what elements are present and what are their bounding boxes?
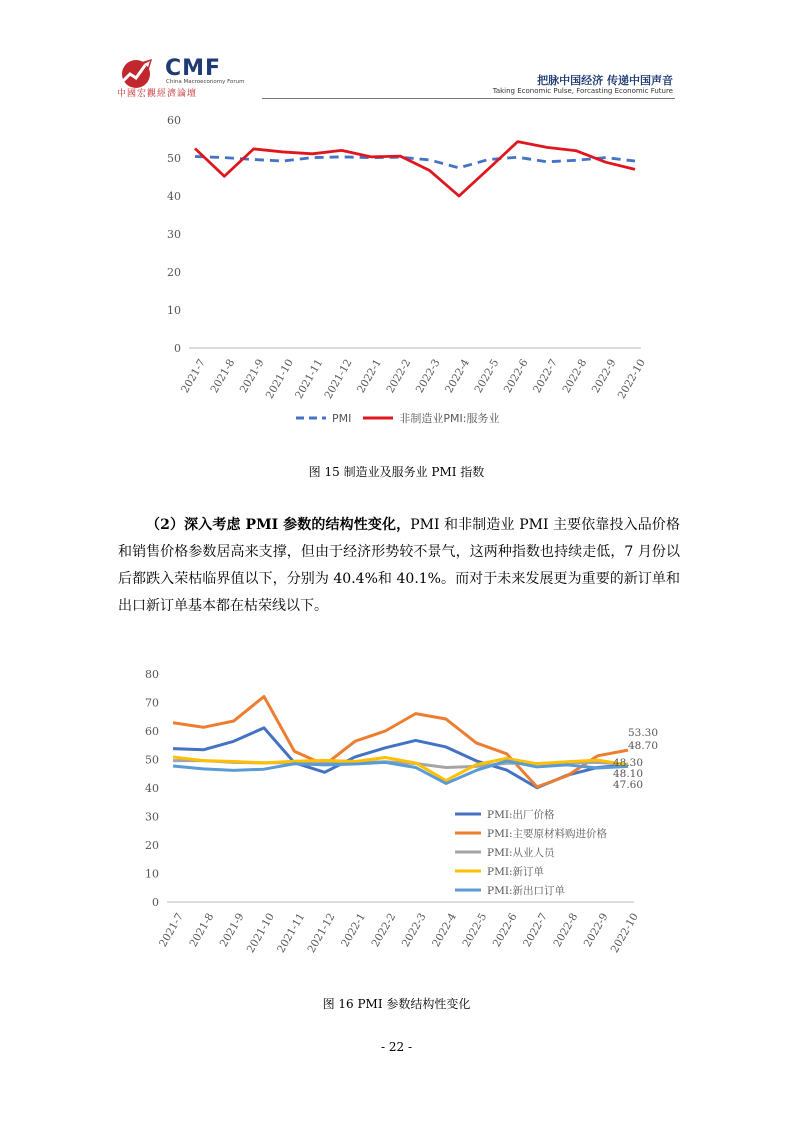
paragraph-text: PMI 和非制造业 PMI 主要依靠投入品价格和销售价格参数居高来支撑，但由于经济形势较不景气，这两种指数也持续走低，7 月份以后都跌入荣枯临界值以下，分别为 40.4%和 40.1%。而对于未来发展更为重要的新订单和出口新订单基本都在枯荣线以下。 [118, 517, 680, 614]
logo-text: CMF [165, 56, 222, 81]
body-paragraph [118, 512, 680, 620]
header-slogan-english: Taking Economic Pulse, Forcasting Economic Future [492, 87, 673, 95]
logo-chinese-name: 中國宏觀經濟論壇 [117, 89, 198, 99]
x-tick-label: 2021-7 [157, 911, 186, 950]
logo-subtitle: China Macroeconomy Forum [166, 79, 245, 85]
x-tick-label: 2022-3 [399, 911, 429, 950]
legend-label: PMI:出厂价格 [487, 809, 555, 821]
header-slogan: 把脉中国经济 传递中国声音 [537, 74, 673, 87]
x-tick-label: 2022-9 [589, 357, 619, 396]
x-tick-label: 2022-4 [430, 911, 459, 950]
x-tick-label: 2022-10 [615, 357, 648, 401]
chart-figure-16 [115, 660, 675, 980]
y-tick-label: 0 [152, 896, 159, 909]
legend-label: PMI:新出口订单 [487, 885, 566, 897]
x-tick-label: 2022-1 [339, 911, 368, 950]
figure-15-caption: 图 15 制造业及服务业 PMI 指数 [308, 465, 485, 479]
end-value-label: 53.30 [627, 727, 659, 739]
x-tick-label: 2021-9 [217, 911, 247, 950]
cmf-logo-mark [116, 56, 166, 88]
x-tick-label: 2022-8 [560, 357, 590, 396]
x-tick-label: 2022-2 [384, 357, 414, 396]
y-tick-label: 20 [167, 266, 181, 279]
legend-label: PMI [332, 411, 352, 425]
legend-label: 非制造业PMI:服务业 [399, 412, 500, 425]
y-tick-label: 50 [145, 753, 159, 767]
y-tick-label: 30 [145, 810, 159, 824]
y-tick-label: 20 [145, 839, 159, 852]
y-tick-label: 50 [167, 152, 181, 165]
x-tick-label: 2022-2 [369, 911, 399, 950]
series-line-1 [173, 697, 628, 787]
x-tick-label: 2021-11 [275, 911, 308, 955]
x-tick-label: 2022-7 [521, 911, 550, 950]
header-divider [262, 98, 675, 99]
y-tick-label: 0 [174, 342, 181, 355]
x-tick-label: 2021-8 [208, 357, 238, 396]
y-tick-label: 10 [167, 304, 181, 317]
paragraph-bold-lead: （2）深入考虑 PMI 参数的结构性变化， [146, 517, 411, 533]
y-tick-label: 70 [145, 696, 159, 710]
legend-swatch [363, 414, 393, 422]
end-value-label: 48.10 [612, 768, 644, 780]
x-tick-label: 2022-10 [608, 911, 641, 955]
end-value-label: 47.60 [612, 779, 644, 791]
legend-label: PMI:主要原材料购进价格 [487, 828, 608, 840]
x-tick-label: 2022-1 [355, 357, 384, 396]
y-tick-label: 30 [167, 228, 181, 241]
end-value-label: 48.70 [627, 740, 659, 752]
end-value-label: 48.30 [612, 757, 644, 769]
x-tick-label: 2022-8 [551, 911, 581, 950]
x-tick-label: 2022-6 [501, 357, 531, 396]
series-line-1 [195, 142, 635, 196]
chart-legend-15 [296, 410, 505, 426]
x-tick-label: 2022-4 [443, 357, 472, 396]
x-tick-label: 2022-3 [413, 357, 443, 396]
x-tick-label: 2021-8 [187, 911, 217, 950]
figure-16-caption: 图 16 PMI 参数结构性变化 [322, 997, 471, 1011]
x-tick-label: 2022-9 [581, 911, 611, 950]
x-tick-label: 2022-5 [460, 911, 490, 950]
y-tick-label: 60 [167, 114, 181, 127]
y-tick-label: 60 [145, 725, 159, 738]
x-tick-label: 2021-9 [237, 357, 267, 396]
x-tick-label: 2021-11 [293, 357, 326, 401]
legend-label: PMI:从业人员 [487, 847, 555, 859]
x-tick-label: 2022-5 [472, 357, 502, 396]
page-number: - 22 - [380, 1040, 412, 1054]
x-tick-label: 2022-6 [490, 911, 520, 950]
x-tick-label: 2021-7 [179, 357, 208, 396]
legend-swatch [296, 414, 326, 422]
y-tick-label: 80 [145, 668, 159, 681]
y-tick-label: 10 [145, 867, 159, 881]
chart-figure-15 [140, 108, 660, 438]
x-tick-label: 2021-12 [305, 911, 338, 955]
legend-label: PMI:新订单 [487, 866, 545, 878]
x-tick-label: 2021-12 [322, 357, 355, 401]
x-tick-label: 2021-10 [244, 911, 277, 955]
x-tick-label: 2021-10 [263, 357, 296, 401]
y-tick-label: 40 [145, 782, 159, 795]
y-tick-label: 40 [167, 190, 181, 203]
x-tick-label: 2022-7 [531, 357, 560, 396]
